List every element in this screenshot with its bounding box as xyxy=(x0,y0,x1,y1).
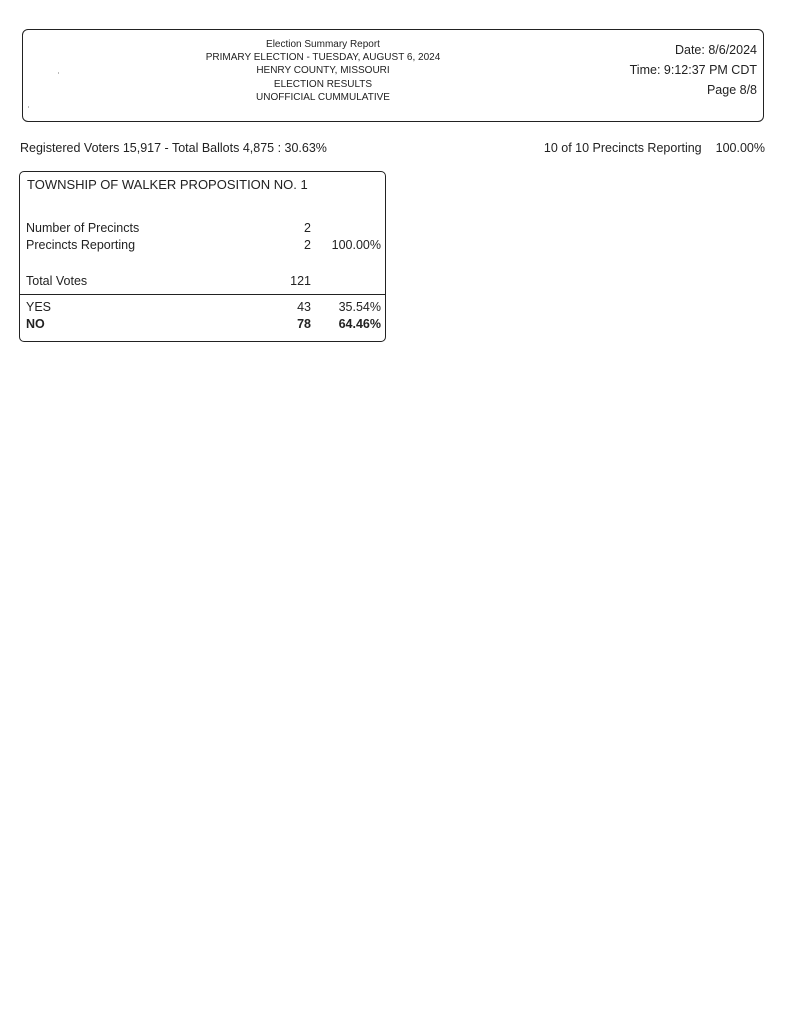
page-number: Page 8/8 xyxy=(706,83,757,97)
row-pct: 100.00% xyxy=(331,238,381,252)
scan-speck xyxy=(58,72,59,74)
report-meta xyxy=(630,40,757,100)
choice-row-yes xyxy=(26,300,381,317)
precincts-reporting-summary xyxy=(544,141,765,155)
choice-votes: 78 xyxy=(297,317,311,331)
precincts-reporting-row xyxy=(26,238,381,255)
row-value: 2 xyxy=(304,221,311,235)
row-value: 121 xyxy=(290,274,311,288)
choice-votes: 43 xyxy=(297,300,311,314)
report-time: Time: 9:12:37 PM CDT xyxy=(629,63,757,77)
total-votes-row xyxy=(26,274,381,291)
report-header xyxy=(22,29,764,122)
precincts-reporting-pct: 100.00% xyxy=(715,141,765,155)
scan-speck xyxy=(28,106,29,108)
election-name: PRIMARY ELECTION - TUESDAY, AUGUST 6, 2024 xyxy=(205,52,441,64)
contest-results-box xyxy=(19,171,386,342)
registered-voters-summary: Registered Voters 15,917 - Total Ballots 4,875 : 30.63% xyxy=(20,141,327,155)
choice-label: NO xyxy=(26,317,45,331)
row-label: Precincts Reporting xyxy=(26,238,136,252)
report-title: Election Summary Report xyxy=(266,39,380,50)
contest-title: TOWNSHIP OF WALKER PROPOSITION NO. 1 xyxy=(27,177,308,192)
report-date: Date: 8/6/2024 xyxy=(674,43,757,57)
choice-row-no xyxy=(26,317,381,334)
results-label: ELECTION RESULTS xyxy=(273,78,373,90)
precincts-reporting-text: 10 of 10 Precincts Reporting xyxy=(543,141,702,155)
status-label: UNOFFICIAL CUMMULATIVE xyxy=(256,91,390,103)
choice-pct: 64.46% xyxy=(338,317,381,331)
results-divider xyxy=(20,294,385,295)
row-label: Number of Precincts xyxy=(26,221,140,235)
county-name: HENRY COUNTY, MISSOURI xyxy=(256,65,390,77)
report-title-block xyxy=(153,38,493,104)
choice-pct: 35.54% xyxy=(338,300,381,314)
choice-label: YES xyxy=(26,300,52,314)
row-label: Total Votes xyxy=(26,274,88,288)
number-of-precincts-row xyxy=(26,221,381,238)
row-value: 2 xyxy=(304,238,311,252)
